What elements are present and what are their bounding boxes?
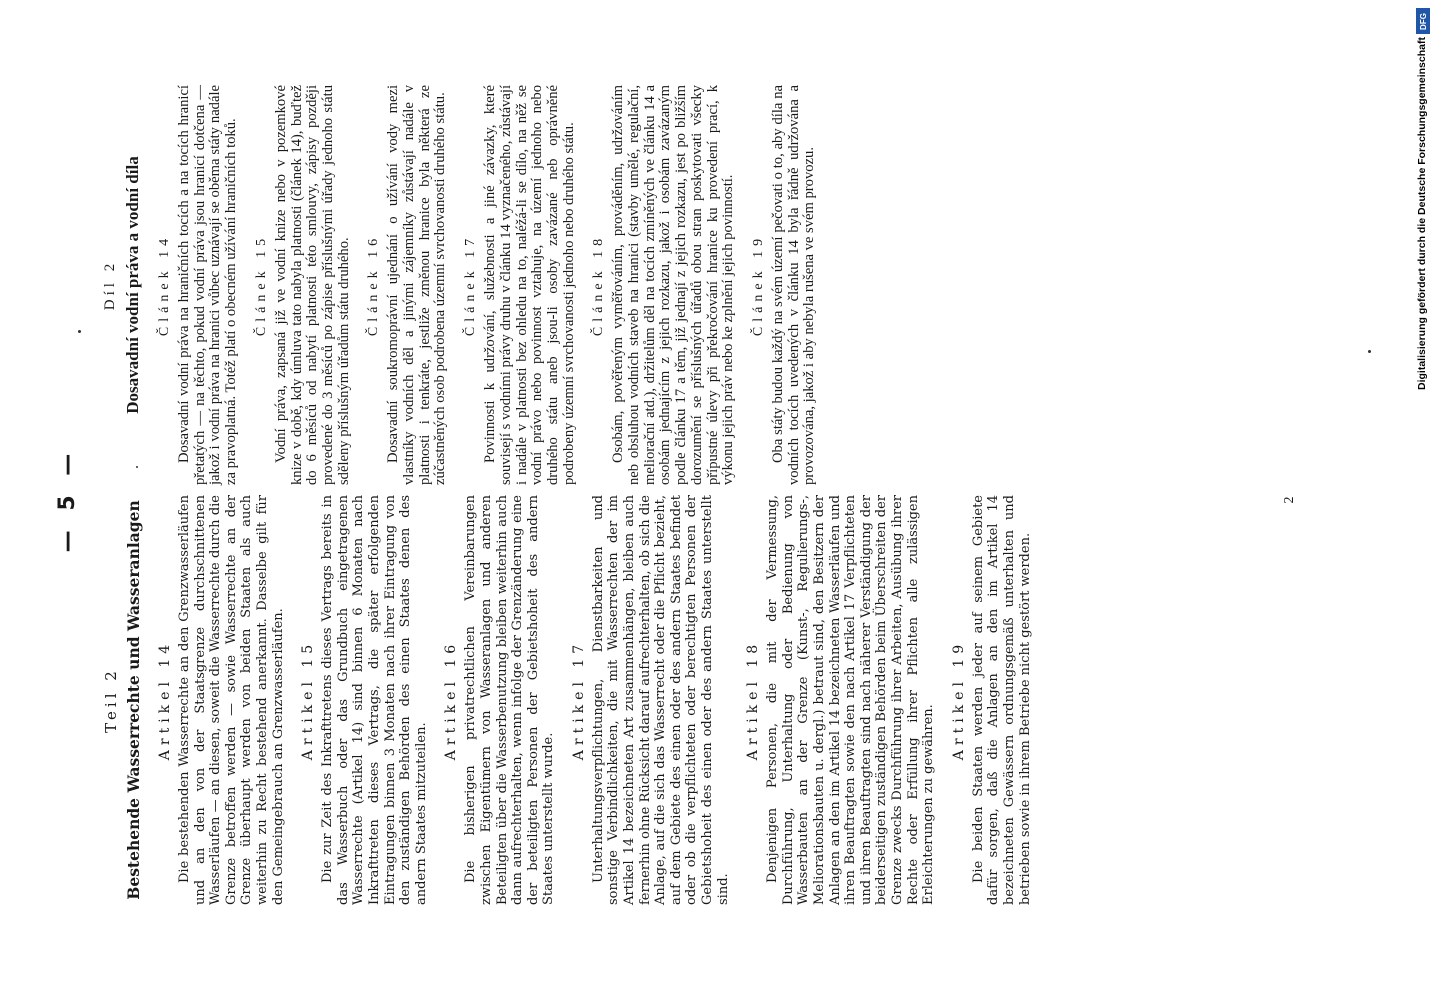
czech-article-16-text: Dosavadní soukromoprávní ujednání o užívání vody mezi vlastníky vodních děl a jinými zájemníky zůstávají nadále v platnosti i tenkráte, jestliže změnou hranice byla některá ze zúčastněných osob podrobena územní svrchovanosti druhého státu. bbox=[385, 85, 449, 485]
czech-article-17-heading: Článek 17 bbox=[463, 233, 479, 337]
scan-speck bbox=[78, 330, 81, 333]
czech-article-15-heading: Článek 15 bbox=[253, 233, 269, 337]
german-article-14-text: Die bestehenden Wasserrechte an den Grenzwasserläufen und an den von der Staatsgrenze durchschnittenen Wasserläufen — an diesen, soweit die Wasserrechte durch die Grenze betroffen werden — sowie Wasserrechte an der Grenze überhaupt werden von beiden Staaten als auch weiterhin zu Recht bestehend anerkannt. Dasselbe gilt für den Gemeingebrauch an Grenzwasserläufen. bbox=[177, 495, 286, 905]
czech-article-19-text: Oba státy budou každý na svém území pečovati o to, aby díla na vodních tocích uvedených v článku 14 byla řádně udržována a provozována, jakož i aby nebyla rušena ve svém provozu. bbox=[769, 85, 818, 485]
czech-article-16-heading: Článek 16 bbox=[366, 233, 382, 337]
german-article-14-heading: Artikel 14 bbox=[157, 639, 173, 761]
czech-part-label: Díl 2 bbox=[102, 259, 118, 311]
dfg-logo-text: DFG bbox=[1418, 12, 1428, 30]
german-article-19-heading: Artikel 19 bbox=[950, 639, 967, 761]
german-article-17-text: Unterhaltungsverpflichtungen, Dienstbarkeiten und sonstige Verbindlichkeiten, die mit Wasserrechten der im Artikel 14 bezeichneten Art zusammenhängen, bleiben auch fernerhin ohne Rücksicht darauf aufrechterhalten, ob sich die Anlage, auf die sich das Wasserrecht oder die Pflicht bezieht, auf dem Gebiete des einen oder des andern Staates befindet oder ob die verpflichteten oder berechtigten Personen der Gebietshoheit des einen oder des andern Staates unterstellt sind. bbox=[590, 495, 731, 905]
scan-speck bbox=[1368, 350, 1371, 353]
czech-part-title: Dosavadní vodní práva a vodní díla bbox=[123, 156, 142, 414]
german-column bbox=[102, 495, 1033, 905]
page-number: — 5 — bbox=[55, 447, 80, 553]
czech-article-18-text: Osobám, pověřeným vyměřováním, prováděním, udržováním neb obsluhou vodních staveb na hranici (stavby umělé, regulační, meliorační atd.), držitelům děl na tocích zmíněných ve článku 14 a osobám jednajícím z jejich rozkazu, jakož i osobám zavázaným podle článku 17 a těm, již jednají z jejich rozkazu, jest po bližším dorozumění se příslušných úřadů obou stran poskytovati všecky přípustné úlevy při překročování hranice ku provedení prací, k výkonu jejich práv nebo ke zplnění jejich povinností. bbox=[610, 85, 737, 485]
czech-article-17-text: Povinnosti k udržování, služebnosti a jiné závazky, které souvisejí s vodními právy druhu v článku 14 vyznačeného, zůstávají i nadále v platnosti bez ohledu na to, naléžá-li se dílo, na něž se vodní právo nebo povinnost vztahuje, na území jednoho nebo druhého státu aneb jsou-li osoby zavázané neb oprávněné podrobeny územní svrchovanosti jednoho nebo druhého státu. bbox=[482, 85, 577, 485]
footnote-mark: 2 bbox=[1282, 496, 1297, 504]
czech-column bbox=[102, 85, 818, 485]
german-part-title: Bestehende Wasserrechte und Wasseranlagen bbox=[124, 500, 143, 900]
czech-article-15-text: Vodní práva, zapsaná již ve vodní knize nebo v pozemkové knize v době, kdy úmluva tato nabyla platnosti (článek 14), buďtež do 6 měsíců od nabytí platnosti této smlouvy, zápisy později provedené do 3 měsíců po zápise příslušnými úřady jednoho státu sděleny příslušným úřadům státu druhého. bbox=[272, 85, 352, 485]
czech-article-14-heading: Článek 14 bbox=[157, 233, 172, 337]
german-article-17-heading: Artikel 17 bbox=[570, 639, 587, 761]
czech-article-19-heading: Článek 19 bbox=[750, 233, 766, 337]
dfg-notice: Digitalisierung gefördert durch die Deutsche Forschungsgemeinschaft bbox=[1416, 37, 1428, 390]
german-article-16-text: Die bisherigen privatrechtlichen Vereinbarungen zwischen Eigentümern von Wasseranlagen und anderen Beteiligten über die Wasserbenutzung bleiben weiterhin auch dann aufrechterhalten, wenn infolge der Grenzänderung eine der beteiligten Personen der Gebietshoheit des andern Staates unterstellt wurde. bbox=[463, 495, 557, 905]
german-article-15-heading: Artikel 15 bbox=[300, 639, 317, 761]
german-article-16-heading: Artikel 16 bbox=[443, 639, 460, 761]
german-article-19-text: Die beiden Staaten werden jeder auf seinem Gebiete dafür sorgen, daß die Anlagen an den im Artikel 14 bezeichneten Gewässern ordnungsgemäß unterhalten und betrieben sowie in ihrem Betriebe nicht gestört werden. bbox=[970, 495, 1033, 905]
german-part-label: Teil 2 bbox=[102, 667, 120, 733]
german-article-15-text: Die zur Zeit des Inkrafttretens dieses Vertrags bereits in das Wasserbuch oder das Grundbuch eingetragenen Wasserrechte (Artikel 14) sind binnen 6 Monaten nach Inkrafttreten dieses Vertrags, die später erfolgenden Eintragungen binnen 3 Monaten nach ihrer Eintragung von den zuständigen Behörden des einen Staates denen des andern Staates mitzuteilen. bbox=[320, 495, 429, 905]
german-article-18-text: Denjenigen Personen, die mit der Vermessung, Durchführung, Unterhaltung oder Bedienung von Wasserbauten an der Grenze (Kunst-, Regulierungs-, Meliorationsbauten u. dergl.) betraut sind, den Besitzern der Anlagen an den im Artikel 14 bezeichneten Wasserläufen und ihren Beauftragten sowie den nach Artikel 17 Verpflichteten und ihren Beauftragten sind nach näherer Verständigung der beiderseitigen zuständigen Behörden beim Überschreiten der Grenze zwecks Durchführung ihrer Arbeiten, Ausübung ihrer Rechte oder Erfüllung ihrer Pflichten alle zulässigen Erleichterungen zu gewähren. bbox=[765, 495, 937, 905]
german-article-18-heading: Artikel 18 bbox=[745, 639, 762, 761]
scan-speck bbox=[136, 466, 138, 468]
dfg-sidebar bbox=[1414, 0, 1434, 1000]
czech-article-18-heading: Článek 18 bbox=[591, 233, 607, 337]
czech-article-14-text: Dosavadní vodní práva na hraničních tocích a na tocích hranicí přetatých — na těchto, pokud vodní práva jsou hranicí dotčena — jakož i vodní práva na hranici vůbec uznávají se oběma státy nadále za pravoplatná. Totéž platí o obecném užívání hraničních toků. bbox=[176, 85, 240, 485]
